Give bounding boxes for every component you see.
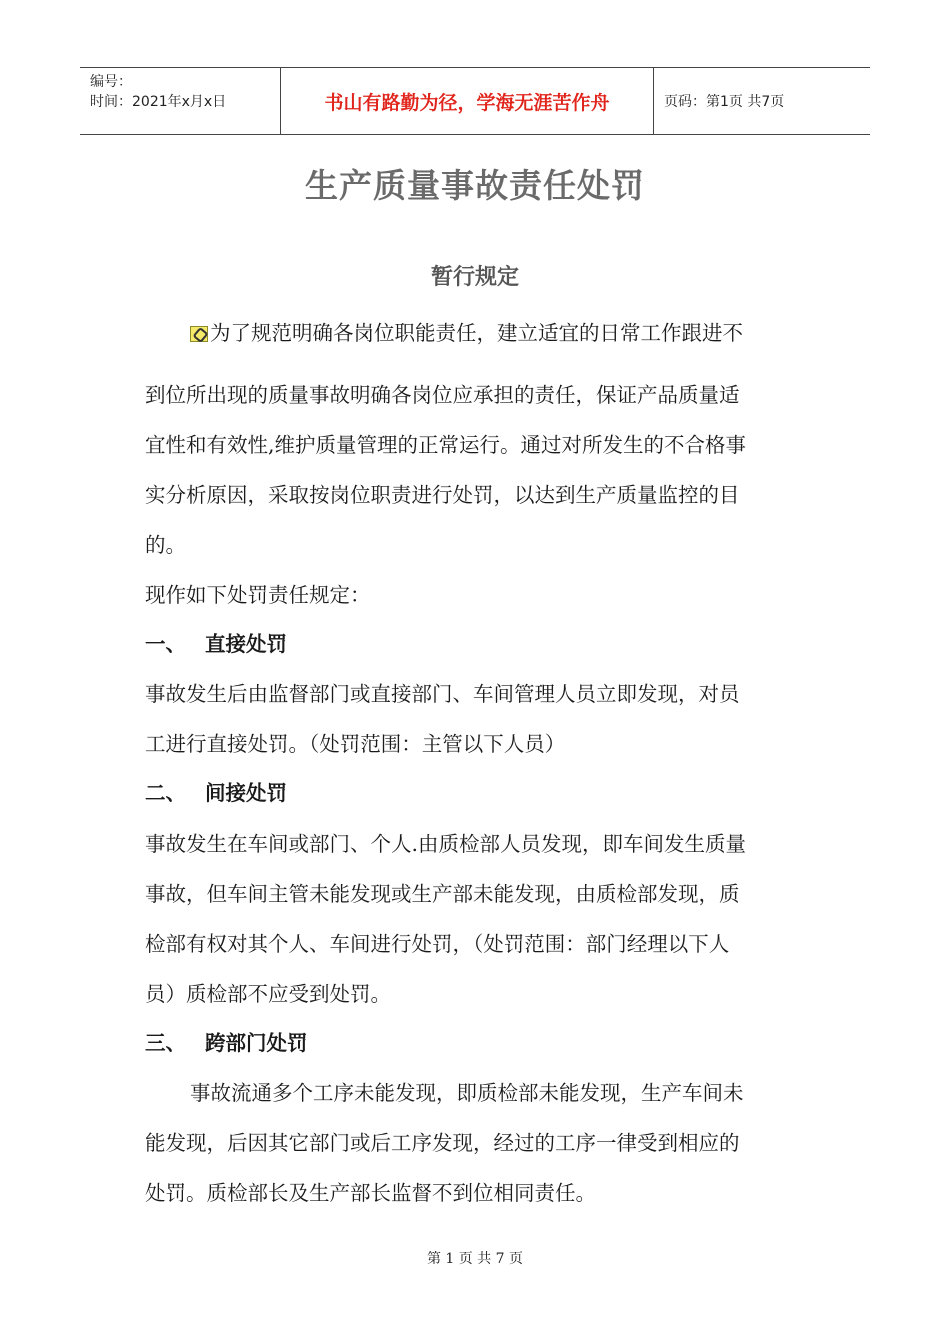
- section-title: 跨部门处罚: [205, 1031, 308, 1055]
- paragraph-line: 事故，但车间主管未能发现或生产部未能发现，由质检部发现，质: [145, 882, 740, 906]
- header-page-info: 页码：第1页 共7页: [664, 94, 785, 110]
- paragraph-line: 现作如下处罚责任规定：: [145, 583, 371, 607]
- header-table: [80, 67, 870, 135]
- paragraph-line: 员）质检部不应受到处罚。: [145, 982, 391, 1006]
- document-title: 生产质量事故责任处罚: [305, 166, 645, 205]
- paragraph-line: 检部有权对其个人、车间进行处罚，（处罚范围：部门经理以下人: [145, 932, 730, 956]
- paragraph-line: 处罚。质检部长及生产部长监督不到位相同责任。: [145, 1181, 596, 1205]
- section-number: 二、: [145, 781, 186, 805]
- document-number-label: 编号：: [90, 74, 132, 90]
- paragraph-line: 事故发生后由监督部门或直接部门、车间管理人员立即发现，对员: [145, 682, 740, 706]
- paragraph-line: 的。: [145, 533, 186, 557]
- section-title: 直接处罚: [205, 632, 287, 656]
- document-subtitle: 暂行规定: [430, 265, 519, 290]
- header-motto: 书山有路勤为径，学海无涯苦作舟: [281, 68, 654, 134]
- paragraph-line: 事故流通多个工序未能发现，即质检部未能发现，生产车间未: [190, 1081, 744, 1105]
- paragraph-line: 为了规范明确各岗位职能责任，建立适宜的日常工作跟进不: [190, 316, 743, 346]
- paragraph-line: 工进行直接处罚。（处罚范围：主管以下人员）: [145, 732, 566, 756]
- section-heading-direct: [145, 627, 287, 657]
- section-title: 间接处罚: [205, 781, 287, 805]
- anchor-icon[interactable]: [190, 326, 208, 342]
- section-number: 一、: [145, 632, 186, 656]
- section-number: 三、: [145, 1031, 186, 1055]
- paragraph-line: 事故发生在车间或部门、个人.由质检部人员发现，即车间发生质量: [145, 832, 747, 856]
- paragraph-line: 实分析原因，采取按岗位职责进行处罚，以达到生产质量监控的目: [145, 483, 740, 507]
- section-heading-cross-department: [145, 1026, 308, 1056]
- paragraph-line: 到位所出现的质量事故明确各岗位应承担的责任，保证产品质量适: [145, 383, 740, 407]
- paragraph-line: 宜性和有效性,维护质量管理的正常运行。通过对所发生的不合格事: [145, 433, 747, 457]
- paragraph-line: 能发现，后因其它部门或后工序发现，经过的工序一律受到相应的: [145, 1131, 740, 1155]
- page-footer: 第 1 页 共 7 页: [426, 1251, 524, 1267]
- header-meta-cell: [80, 68, 281, 134]
- section-heading-indirect: [145, 776, 287, 806]
- document-date-label: 时间：2021年x月x日: [90, 94, 227, 110]
